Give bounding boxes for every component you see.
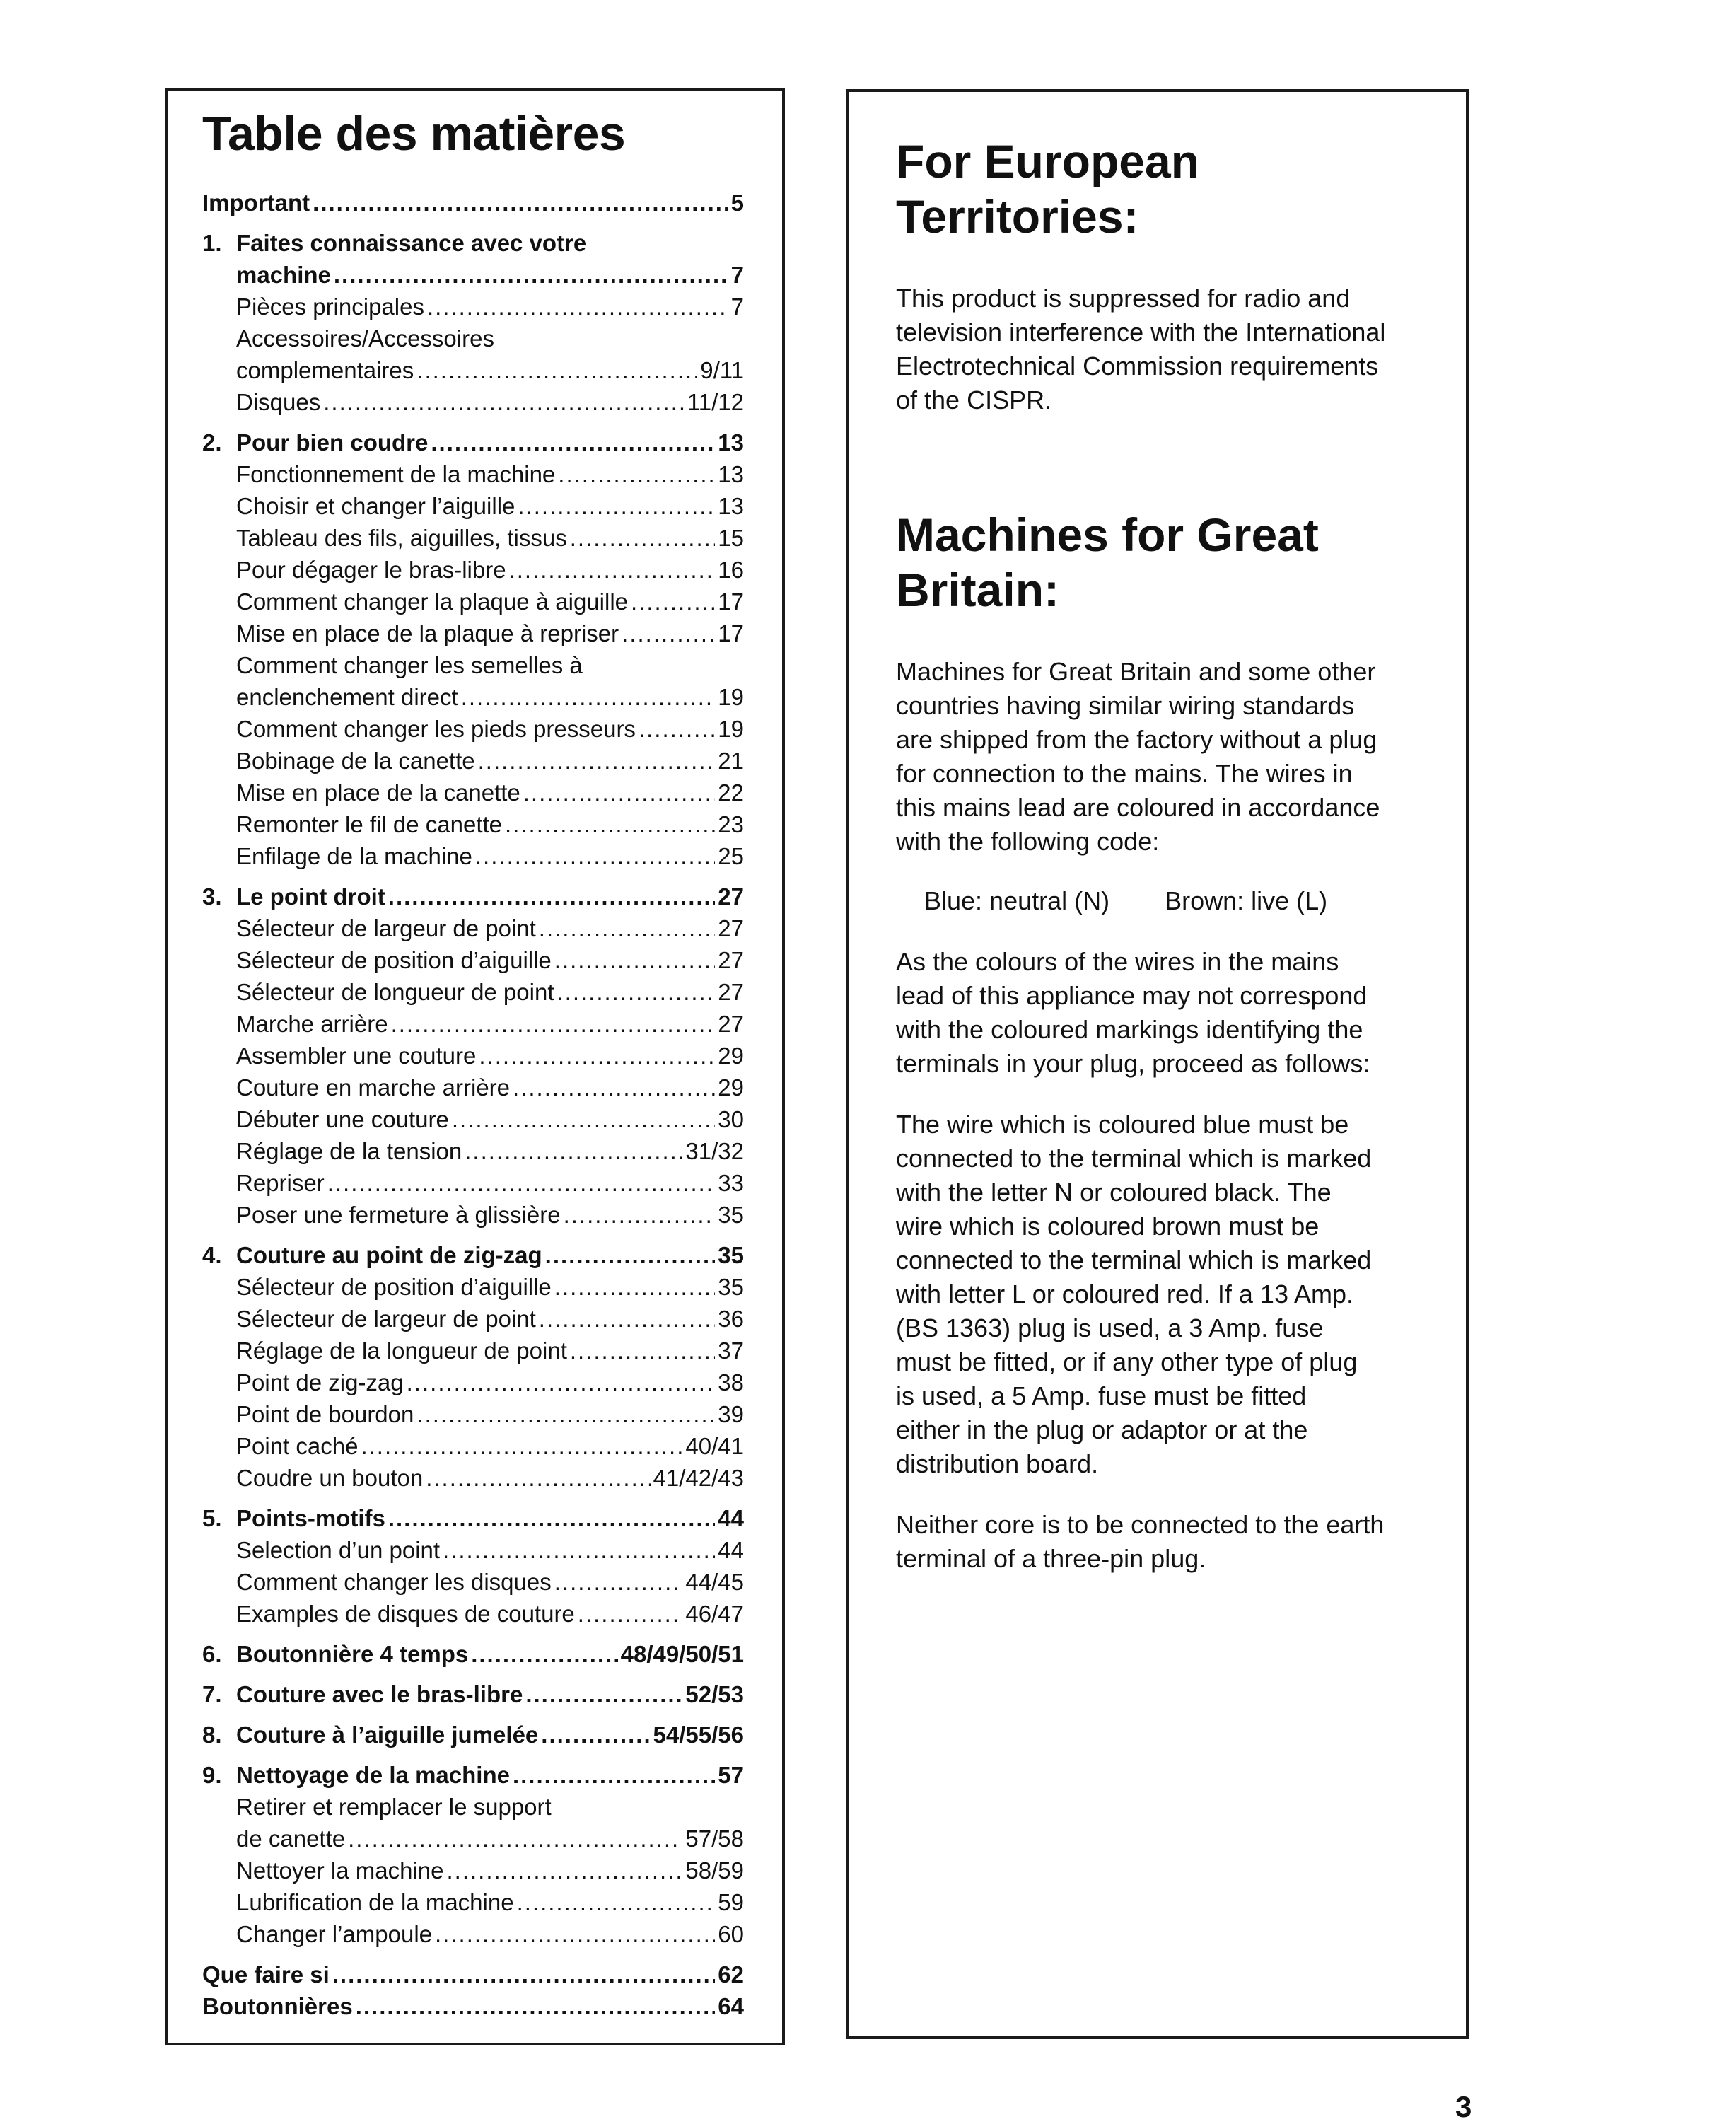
toc-section-7-heading[interactable]: 7. Couture avec le bras-libre ..... 52/53 bbox=[202, 1678, 744, 1710]
toc-section-3-heading[interactable]: 3. Le point droit ..... 27 bbox=[202, 881, 744, 912]
toc-item[interactable]: Marche arrière ..... 27 bbox=[202, 1008, 744, 1040]
toc-section-2-heading[interactable]: 2. Pour bien coudre ..... 13 bbox=[202, 426, 744, 458]
toc-item[interactable]: Point de zig-zag ..... 38 bbox=[202, 1366, 744, 1398]
toc-item[interactable]: Réglage de la tension ..... 31/32 bbox=[202, 1135, 744, 1167]
toc-item[interactable]: Sélecteur de position d’aiguille ..... 27 bbox=[202, 944, 744, 976]
toc-item[interactable]: Lubrification de la machine ..... 59 bbox=[202, 1886, 744, 1918]
toc-section-1 bbox=[202, 227, 744, 418]
toc-title: Table des matières bbox=[202, 107, 626, 161]
gb-heading: Machines for Great Britain: bbox=[896, 508, 1319, 616]
toc-section-8-heading[interactable]: 8. Couture à l’aiguille jumelée ..... 54/55/56 bbox=[202, 1719, 744, 1751]
toc-item[interactable]: Retirer et remplacer le support bbox=[236, 1794, 552, 1821]
toc-list bbox=[202, 187, 744, 2022]
page-number: 3 bbox=[1455, 2090, 1472, 2123]
gb-paragraph-4: Neither core is to be connected to the earth terminal of a three-pin plug. bbox=[896, 1509, 1385, 1573]
toc-item[interactable]: Tableau des fils, aiguilles, tissus ..... 15 bbox=[202, 522, 744, 554]
wiring-notice-panel bbox=[846, 89, 1469, 2039]
toc-item[interactable]: Couture en marche arrière ..... 29 bbox=[202, 1072, 744, 1103]
toc-item[interactable]: Poser une fermeture à glissière ..... 35 bbox=[202, 1199, 744, 1231]
toc-section-3 bbox=[202, 881, 744, 1231]
gb-paragraph-2: As the colours of the wires in the mains lead of this appliance may not correspond with the coloured markings identifying the terminals in your plug, proceed as follows: bbox=[896, 946, 1370, 1078]
toc-entry-important[interactable]: Important ..... 5 bbox=[202, 187, 744, 219]
toc-item[interactable]: Débuter une couture ..... 30 bbox=[202, 1103, 744, 1135]
toc-entry-boutonnieres[interactable]: Boutonnières ..... 64 bbox=[202, 1990, 744, 2022]
toc-item[interactable]: Fonctionnement de la machine ..... 13 bbox=[202, 458, 744, 490]
toc-item[interactable]: Comment changer les disques ..... 44/45 bbox=[202, 1566, 744, 1598]
toc-item[interactable]: Repriser ..... 33 bbox=[202, 1167, 744, 1199]
toc-item[interactable]: Changer l’ampoule ..... 60 bbox=[202, 1918, 744, 1950]
toc-item[interactable]: Selection d’un point ..... 44 bbox=[202, 1534, 744, 1566]
toc-item[interactable]: Remonter le fil de canette ..... 23 bbox=[202, 808, 744, 840]
toc-item[interactable]: Examples de disques de couture ..... 46/47 bbox=[202, 1598, 744, 1630]
table-of-contents bbox=[165, 88, 785, 2045]
toc-item[interactable]: Pour dégager le bras-libre ..... 16 bbox=[202, 554, 744, 586]
toc-item[interactable]: Nettoyer la machine ..... 58/59 bbox=[202, 1855, 744, 1886]
toc-item[interactable]: Point caché ..... 40/41 bbox=[202, 1430, 744, 1462]
toc-item[interactable]: Mise en place de la plaque à repriser ..... 17 bbox=[202, 617, 744, 649]
toc-item[interactable]: Enfilage de la machine ..... 25 bbox=[202, 840, 744, 872]
gb-paragraph-1: Machines for Great Britain and some other countries having similar wiring standards are shipped from the factory without a plug for connection to the mains. The wires in this mains lead are coloured in accordance with the following code: bbox=[896, 656, 1380, 856]
toc-item[interactable]: Sélecteur de largeur de point ..... 36 bbox=[202, 1303, 744, 1335]
toc-section-1-heading[interactable]: 1. Faites connaissance avec votre bbox=[202, 230, 587, 257]
toc-section-1-heading-cont[interactable]: machine ..... 7 bbox=[202, 259, 744, 291]
toc-item[interactable]: Pièces principales ..... 7 bbox=[202, 291, 744, 323]
toc-item[interactable]: Choisir et changer l’aiguille ..... 13 bbox=[202, 490, 744, 522]
eu-heading: For European Territories: bbox=[896, 135, 1200, 243]
toc-item[interactable]: Assembler une couture ..... 29 bbox=[202, 1040, 744, 1072]
brown-live-label: Brown: live (L) bbox=[1165, 886, 1328, 915]
toc-section-4-heading[interactable]: 4. Couture au point de zig-zag ..... 35 bbox=[202, 1239, 744, 1271]
eu-paragraph: This product is suppressed for radio and television interference with the International Electrotechnical Commission requirements of the CISPR. bbox=[896, 283, 1386, 414]
toc-entry-que-faire-si[interactable]: Que faire si ..... 62 bbox=[202, 1958, 744, 1990]
toc-section-4 bbox=[202, 1239, 744, 1494]
toc-section-9 bbox=[202, 1759, 744, 1950]
toc-item-cont[interactable]: enclenchement direct ..... 19 bbox=[202, 681, 744, 713]
toc-item[interactable]: Réglage de la longueur de point ..... 37 bbox=[202, 1335, 744, 1366]
toc-item[interactable]: Comment changer la plaque à aiguille ..... 17 bbox=[202, 586, 744, 617]
toc-item[interactable]: Bobinage de la canette ..... 21 bbox=[202, 745, 744, 777]
toc-section-5-heading[interactable]: 5. Points-motifs ..... 44 bbox=[202, 1502, 744, 1534]
blue-neutral-label: Blue: neutral (N) bbox=[924, 886, 1110, 915]
toc-item[interactable]: Sélecteur de largeur de point ..... 27 bbox=[202, 912, 744, 944]
toc-item-cont[interactable]: de canette ..... 57/58 bbox=[202, 1823, 744, 1855]
toc-item[interactable]: Point de bourdon ..... 39 bbox=[202, 1398, 744, 1430]
toc-item[interactable]: Disques ..... 11/12 bbox=[202, 386, 744, 418]
toc-section-9-heading[interactable]: 9. Nettoyage de la machine ..... 57 bbox=[202, 1759, 744, 1791]
toc-section-2 bbox=[202, 426, 744, 872]
toc-item-cont[interactable]: complementaires ..... 9/11 bbox=[202, 354, 744, 386]
toc-section-6-heading[interactable]: 6. Boutonnière 4 temps ..... 48/49/50/51 bbox=[202, 1638, 744, 1670]
toc-item[interactable]: Comment changer les pieds presseurs ..... 19 bbox=[202, 713, 744, 745]
toc-item[interactable]: Comment changer les semelles à bbox=[236, 652, 583, 679]
toc-item[interactable]: Sélecteur de longueur de point ..... 27 bbox=[202, 976, 744, 1008]
toc-item[interactable]: Sélecteur de position d’aiguille ..... 35 bbox=[202, 1271, 744, 1303]
toc-item[interactable]: Mise en place de la canette ..... 22 bbox=[202, 777, 744, 808]
toc-item[interactable]: Coudre un bouton ..... 41/42/43 bbox=[202, 1462, 744, 1494]
gb-paragraph-3: The wire which is coloured blue must be connected to the terminal which is marked with the letter N or coloured black. The wire which is coloured brown must be connected to the terminal which is marked with letter L or coloured red. If a 13 Amp. (BS 1363) plug is used, a 3 Amp. fuse must be fitted, or if any other type of plug is used, a 5 Amp. fuse must be fitted either in the plug or adaptor or at the distribution board. bbox=[896, 1109, 1372, 1478]
wire-colour-code bbox=[924, 884, 1423, 918]
toc-item[interactable]: Accessoires/Accessoires bbox=[236, 325, 494, 352]
toc-section-5 bbox=[202, 1502, 744, 1630]
